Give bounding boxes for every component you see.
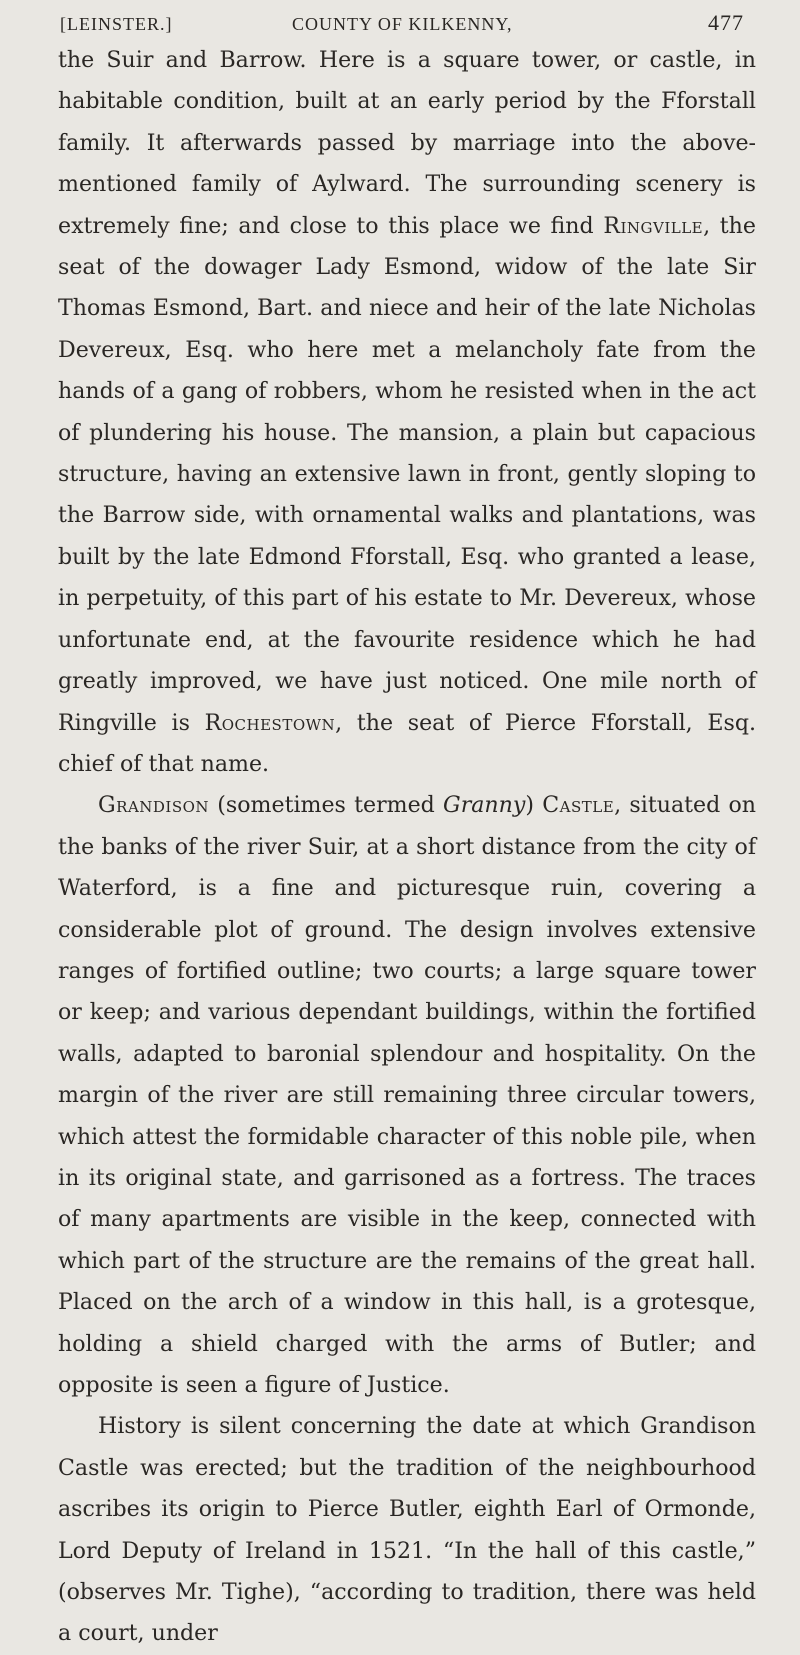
paragraph [58, 785, 756, 1406]
paragraph [58, 1406, 756, 1654]
page-body [58, 40, 756, 1655]
paragraph [58, 40, 756, 785]
place-name: Rochestown [204, 709, 336, 736]
place-name: Ringville [603, 212, 704, 239]
text-run: , situated on the banks of the river Suir, at a short distance from the city of Waterford, is a fine and picturesque ruin, covering a considerable plot of ground. The design involves extensive ranges of fortified outline; two courts; a large square tower or keep; and various dependant buildings, within the fortified walls, adapted to baronial splendour and hospitality. On the margin of the river are still remaining three circular towers, which attest the formidable character of this noble pile, when in its original state, and garrisoned as a fortress. The traces of many apartments are visible in the keep, connected with which part of the structure are the remains of the great hall. Placed on the arch of a window in this hall, is a grotesque, holding a shield charged with the arms of Butler; and opposite is seen a figure of Justice. [58, 792, 756, 1398]
header-section: [LEINSTER.] [60, 14, 173, 34]
place-name: Grandison [98, 792, 210, 819]
text-run: , the seat of Pierce Fforstall, Esq. chief of that name. [58, 709, 756, 777]
italic-text: Granny [443, 792, 526, 819]
text-run: (sometimes termed [209, 792, 444, 819]
text-run: History is silent concerning the date at which Grandison Castle was erected; but the tradition of the neighbourhood ascribes its origin to Pierce Butler, eighth Earl of Ormonde, Lord Deputy of Ireland in 1521. “In the hall of this castle,” (observes Mr. Tighe), “according to tradition, there was held a court, under [58, 1413, 756, 1647]
page-number: 477 [708, 10, 744, 35]
header-title: COUNTY OF KILKENNY, [292, 14, 513, 34]
text-run: the Suir and Barrow. Here is a square tower, or castle, in habitable condition, built at an early period by the Fforstall family. It afterwards passed by marriage into the above-mentioned family of Aylward. The surrounding scenery is extremely fine; and close to this place we find [58, 47, 756, 239]
running-header [60, 6, 750, 40]
text-run: ) [525, 792, 543, 819]
place-name: Castle [542, 792, 615, 819]
text-run: , the seat of the dowager Lady Esmond, widow of the late Sir Thomas Esmond, Bart. and niece and heir of the late Nicholas Devereux, Esq. who here met a melancholy fate from the hands of a gang of robbers, whom he resisted when in the act of plundering his house. The mansion, a plain but capacious structure, having an extensive lawn in front, gently sloping to the Barrow side, with ornamental walks and plantations, was built by the late Edmond Fforstall, Esq. who granted a lease, in perpetuity, of this part of his estate to Mr. Devereux, whose unfortunate end, at the favourite residence which he had greatly improved, we have just noticed. One mile north of Ringville is [58, 212, 756, 736]
